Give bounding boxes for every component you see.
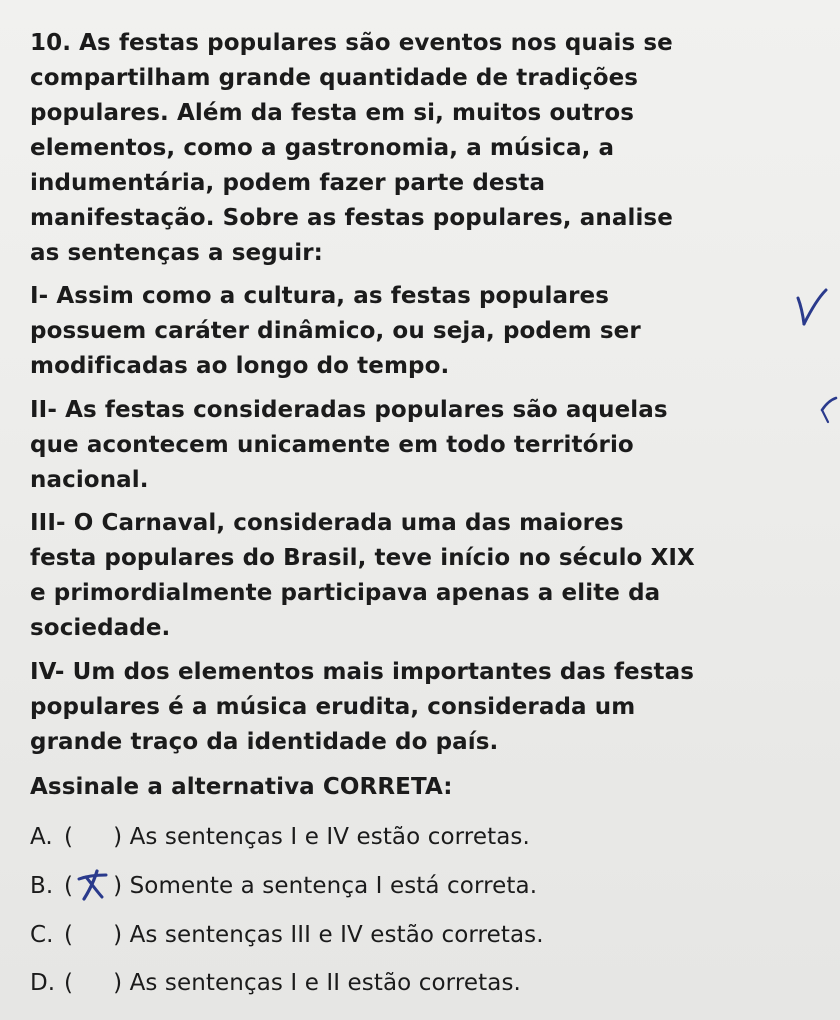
open-paren: (: [64, 970, 74, 996]
option-letter: A.: [30, 824, 53, 850]
instruction-text: Assinale a alternativa CORRETA:: [30, 774, 453, 800]
close-paren: ): [113, 873, 123, 899]
close-paren: ): [113, 922, 123, 948]
statement-iii-line: sociedade.: [30, 615, 171, 641]
statement-iv-line: populares é a música erudita, considerada um: [30, 694, 636, 720]
statement-iv-line: grande traço da identidade do país.: [30, 729, 499, 755]
answer-blank[interactable]: [73, 920, 113, 950]
question-line: populares. Além da festa em si, muitos outros: [30, 100, 635, 126]
option-text: As sentenças I e II estão corretas.: [129, 970, 521, 996]
statement-iv-line: IV- Um dos elementos mais importantes das festas: [30, 659, 695, 685]
statement-ii-line: II- As festas consideradas populares são aquelas: [30, 397, 668, 423]
statement-i-line: possuem caráter dinâmico, ou seja, podem ser: [30, 318, 641, 344]
handwritten-x-mark-icon: [75, 869, 109, 901]
option-b[interactable]: [30, 871, 537, 901]
statement-iii-line: III- O Carnaval, considerada uma das maiores: [30, 510, 624, 536]
question-line: compartilham grande quantidade de tradições: [30, 65, 639, 91]
open-paren: (: [64, 922, 74, 948]
question-line: as sentenças a seguir:: [30, 240, 323, 266]
option-c[interactable]: [30, 920, 544, 950]
option-text: As sentenças I e IV estão corretas.: [129, 824, 530, 850]
statement-ii-line: nacional.: [30, 467, 149, 493]
option-letter: B.: [30, 873, 54, 899]
option-d[interactable]: [30, 968, 521, 998]
answer-blank[interactable]: [73, 968, 113, 998]
statement-i-line: modificadas ao longo do tempo.: [30, 353, 450, 379]
option-letter: D.: [30, 970, 56, 996]
answer-blank[interactable]: [73, 822, 113, 852]
open-paren: (: [64, 824, 74, 850]
question-line: manifestação. Sobre as festas populares, analise: [30, 205, 673, 231]
statement-iii-line: e primordialmente participava apenas a elite da: [30, 580, 661, 606]
option-text: Somente a sentença I está correta.: [129, 873, 538, 899]
statement-iii-line: festa populares do Brasil, teve início no século XIX: [30, 545, 695, 571]
option-text: As sentenças III e IV estão corretas.: [129, 922, 544, 948]
handwritten-mark-icon: [818, 396, 838, 426]
open-paren: (: [64, 873, 74, 899]
statement-i-line: I- Assim como a cultura, as festas populares: [30, 283, 610, 309]
statement-ii-line: que acontecem unicamente em todo território: [30, 432, 634, 458]
handwritten-check-mark-icon: [792, 286, 832, 330]
question-line: indumentária, podem fazer parte desta: [30, 170, 546, 196]
answer-blank[interactable]: [73, 871, 113, 901]
question-line: elementos, como a gastronomia, a música, a: [30, 135, 615, 161]
option-a[interactable]: [30, 822, 530, 852]
close-paren: ): [113, 970, 123, 996]
close-paren: ): [113, 824, 123, 850]
option-letter: C.: [30, 922, 54, 948]
question-line: 10. As festas populares são eventos nos quais se: [30, 30, 673, 56]
